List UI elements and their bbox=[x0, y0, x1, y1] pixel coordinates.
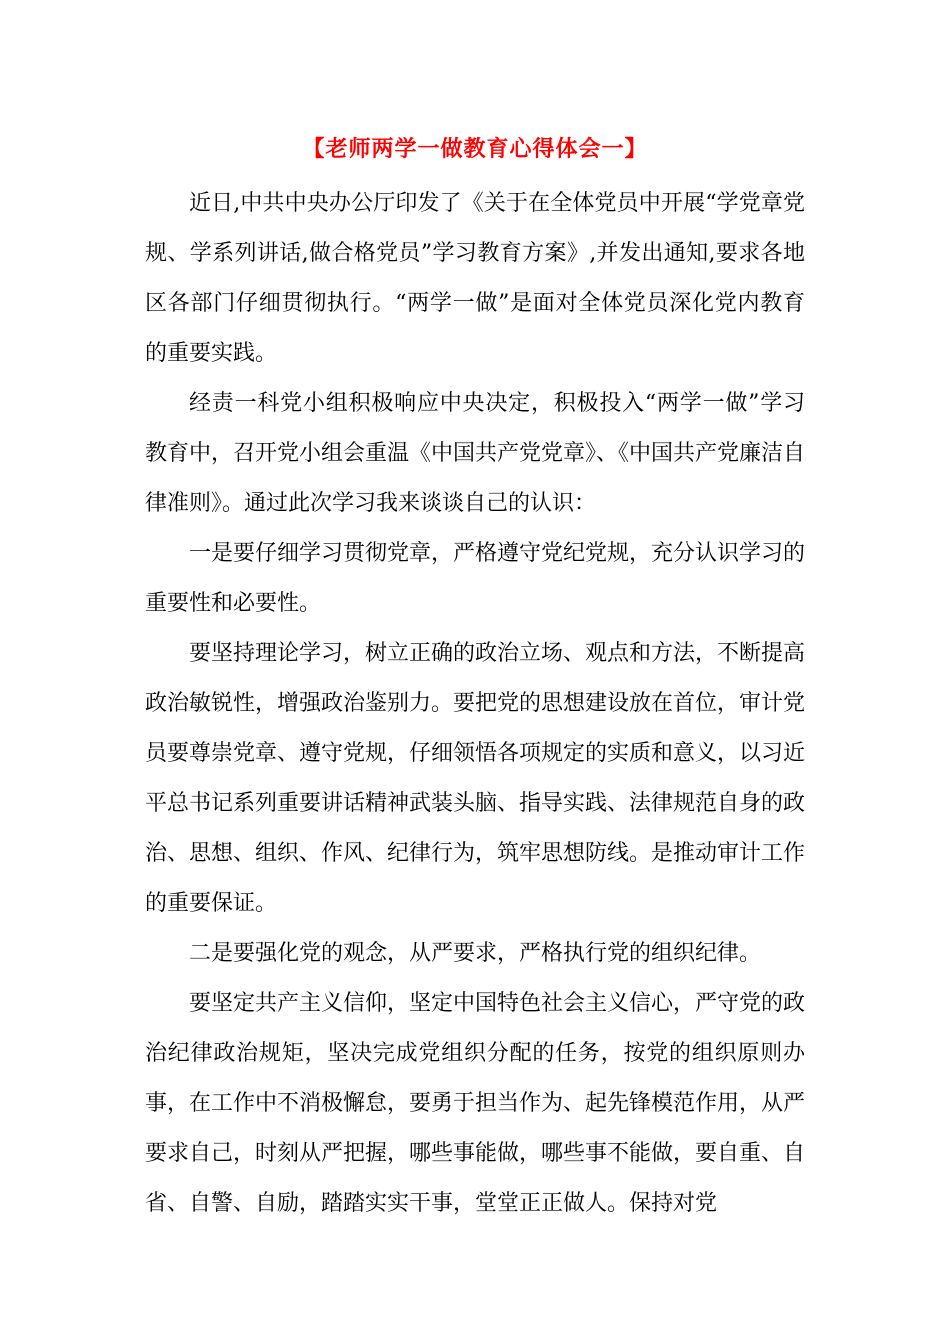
paragraph: 一是要仔细学习贯彻党章，严格遵守党纪党规，充分认识学习的重要性和必要性。 bbox=[145, 541, 806, 616]
paragraph: 要坚定共产主义信仰，坚定中国特色社会主义信心，严守党的政治纪律政治规矩，坚决完成党组织分配的任务，按党的组织原则办事，在工作中不消极懈怠，要勇于担当作为、起先锋模范作用，从严要求自己，时刻从严把握，哪些事能做，哪些事不能做，要自重、自省、自警、自励，踏踏实实干事，堂堂正正做人。保持对党 bbox=[145, 991, 806, 1216]
paragraph: 近日,中共中央办公厅印发了《关于在全体党员中开展“学党章党规、学系列讲话,做合格党员”学习教育方案》,并发出通知,要求各地区各部门仔细贯彻执行。“两学一做”是面对全体党员深化党内教育的重要实践。 bbox=[145, 191, 805, 366]
paragraph: 二是要强化党的观念，从严要求，严格执行党的组织纪律。 bbox=[189, 941, 762, 966]
document-title: 【老师两学一做教育心得体会一】 bbox=[302, 137, 648, 162]
paragraph: 要坚持理论学习，树立正确的政治立场、观点和方法，不断提高政治敏锐性，增强政治鉴别力。要把党的思想建设放在首位，审计党员要尊崇党章、遵守党规，仔细领悟各项规定的实质和意义，以习近平总书记系列重要讲话精神武装头脑、指导实践、法律规范自身的政治、思想、组织、作风、纪律行为，筑牢思想防线。是推动审计工作的重要保证。 bbox=[145, 641, 806, 916]
paragraph: 经责一科党小组积极响应中央决定，积极投入“两学一做”学习教育中，召开党小组会重温《中国共产党党章》、《中国共产党廉洁自律准则》。通过此次学习我来谈谈自己的认识： bbox=[145, 391, 806, 516]
document-body bbox=[145, 179, 805, 1229]
